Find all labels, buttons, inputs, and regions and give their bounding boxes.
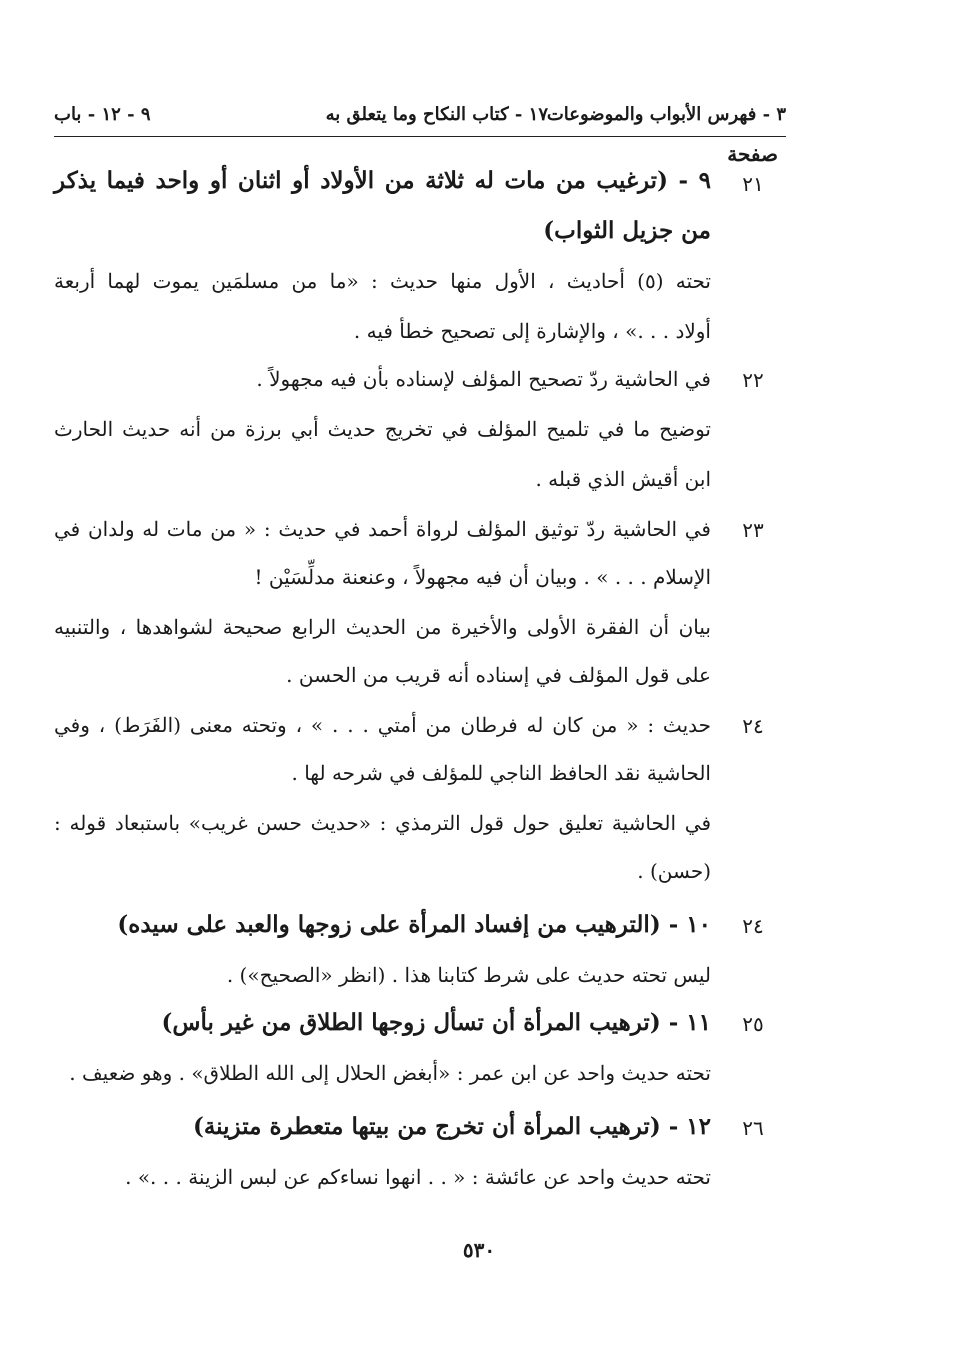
entry-text: تحته حديث واحد عن ابن عمر : «أبغض الحلال إلى الله الطلاق» . وهو ضعيف . <box>69 1061 711 1085</box>
entry-text: بيان أن الفقرة الأولى والأخيرة من الحديث الرابع صحيحة لشواهدها ، والتنبيه <box>54 615 711 639</box>
entry-page-number: ٢٤ <box>742 714 764 738</box>
entry-text: ابن أقيش الذي قبله . <box>535 467 711 491</box>
entry-text: تحته (٥) أحاديث ، الأول منها حديث : «ما من مسلمَين يموت لهما أربعة <box>54 269 712 293</box>
entry-text: أولاد . . .» ، والإشارة إلى تصحيح خطأ فيه . <box>353 319 711 343</box>
entry-text: على قول المؤلف في إسناده أنه قريب من الحسن . <box>286 663 711 687</box>
entry-text: حديث : « من كان له فرطان من أمتي . . . » ، وتحته معنى (الفَرَط) ، وفي <box>54 713 711 737</box>
header-chapter: ٩ - ١٢ - باب <box>54 104 151 125</box>
entry-text: في الحاشية تعليق حول قول الترمذي : «حديث حسن غريب» باستبعاد قوله : <box>54 811 711 835</box>
header-section: ٣ - فهرس الأبواب والموضوعات <box>546 104 786 125</box>
chapter-title: ١٠ - (الترهيب من إفساد المرأة على زوجها والعبد على سيده) <box>117 911 711 938</box>
entry-text: تحته حديث واحد عن عائشة : « . . انهوا نساءكم عن لبس الزينة . . .» . <box>125 1165 711 1189</box>
page-number: ٥٣٠ <box>462 1238 496 1262</box>
entry-text: توضيح ما في تلميح المؤلف في تخريج حديث أبي برزة من أنه حديث الحارث <box>54 417 711 441</box>
entry-page-number: ٢٦ <box>742 1116 764 1140</box>
header-book: ١٧ - كتاب النكاح وما يتعلق به <box>325 104 548 125</box>
chapter-title: ٩ - (ترغيب من مات له ثلاثة من الأولاد أو اثنان أو واحد فيما يذكر <box>54 167 711 194</box>
page-column-label: صفحة <box>727 142 778 166</box>
chapter-title: ١٢ - (ترهيب المرأة أن تخرج من بيتها متعطرة متزينة) <box>192 1113 711 1140</box>
entry-text: في الحاشية ردّ توثيق المؤلف لرواة أحمد في حديث : « من مات له ولدان في <box>54 517 711 541</box>
chapter-title: ١١ - (ترهيب المرأة أن تسأل زوجها الطلاق من غير بأس) <box>161 1009 711 1036</box>
entry-text: الحاشية نقد الحافظ الناجي للمؤلف في شرحه لها . <box>291 761 711 785</box>
entry-text: الإسلام . . . » . وبيان أن فيه مجهولاً ، وعنعنة مدلِّسَيْن ! <box>254 565 711 589</box>
entry-page-number: ٢١ <box>742 172 764 196</box>
entry-page-number: ٢٢ <box>742 368 764 392</box>
entry-text: في الحاشية ردّ تصحيح المؤلف لإسناده بأن فيه مجهولاً . <box>256 367 711 391</box>
entry-page-number: ٢٣ <box>742 518 764 542</box>
header-rule <box>54 136 786 137</box>
entry-page-number: ٢٥ <box>742 1012 764 1036</box>
entry-text: (حسن) . <box>637 859 711 883</box>
entry-page-number: ٢٤ <box>742 914 764 938</box>
entry-text: ليس تحته حديث على شرط كتابنا هذا . (انظر «الصحيح») . <box>226 963 711 987</box>
chapter-title: من جزيل الثواب) <box>543 217 711 244</box>
